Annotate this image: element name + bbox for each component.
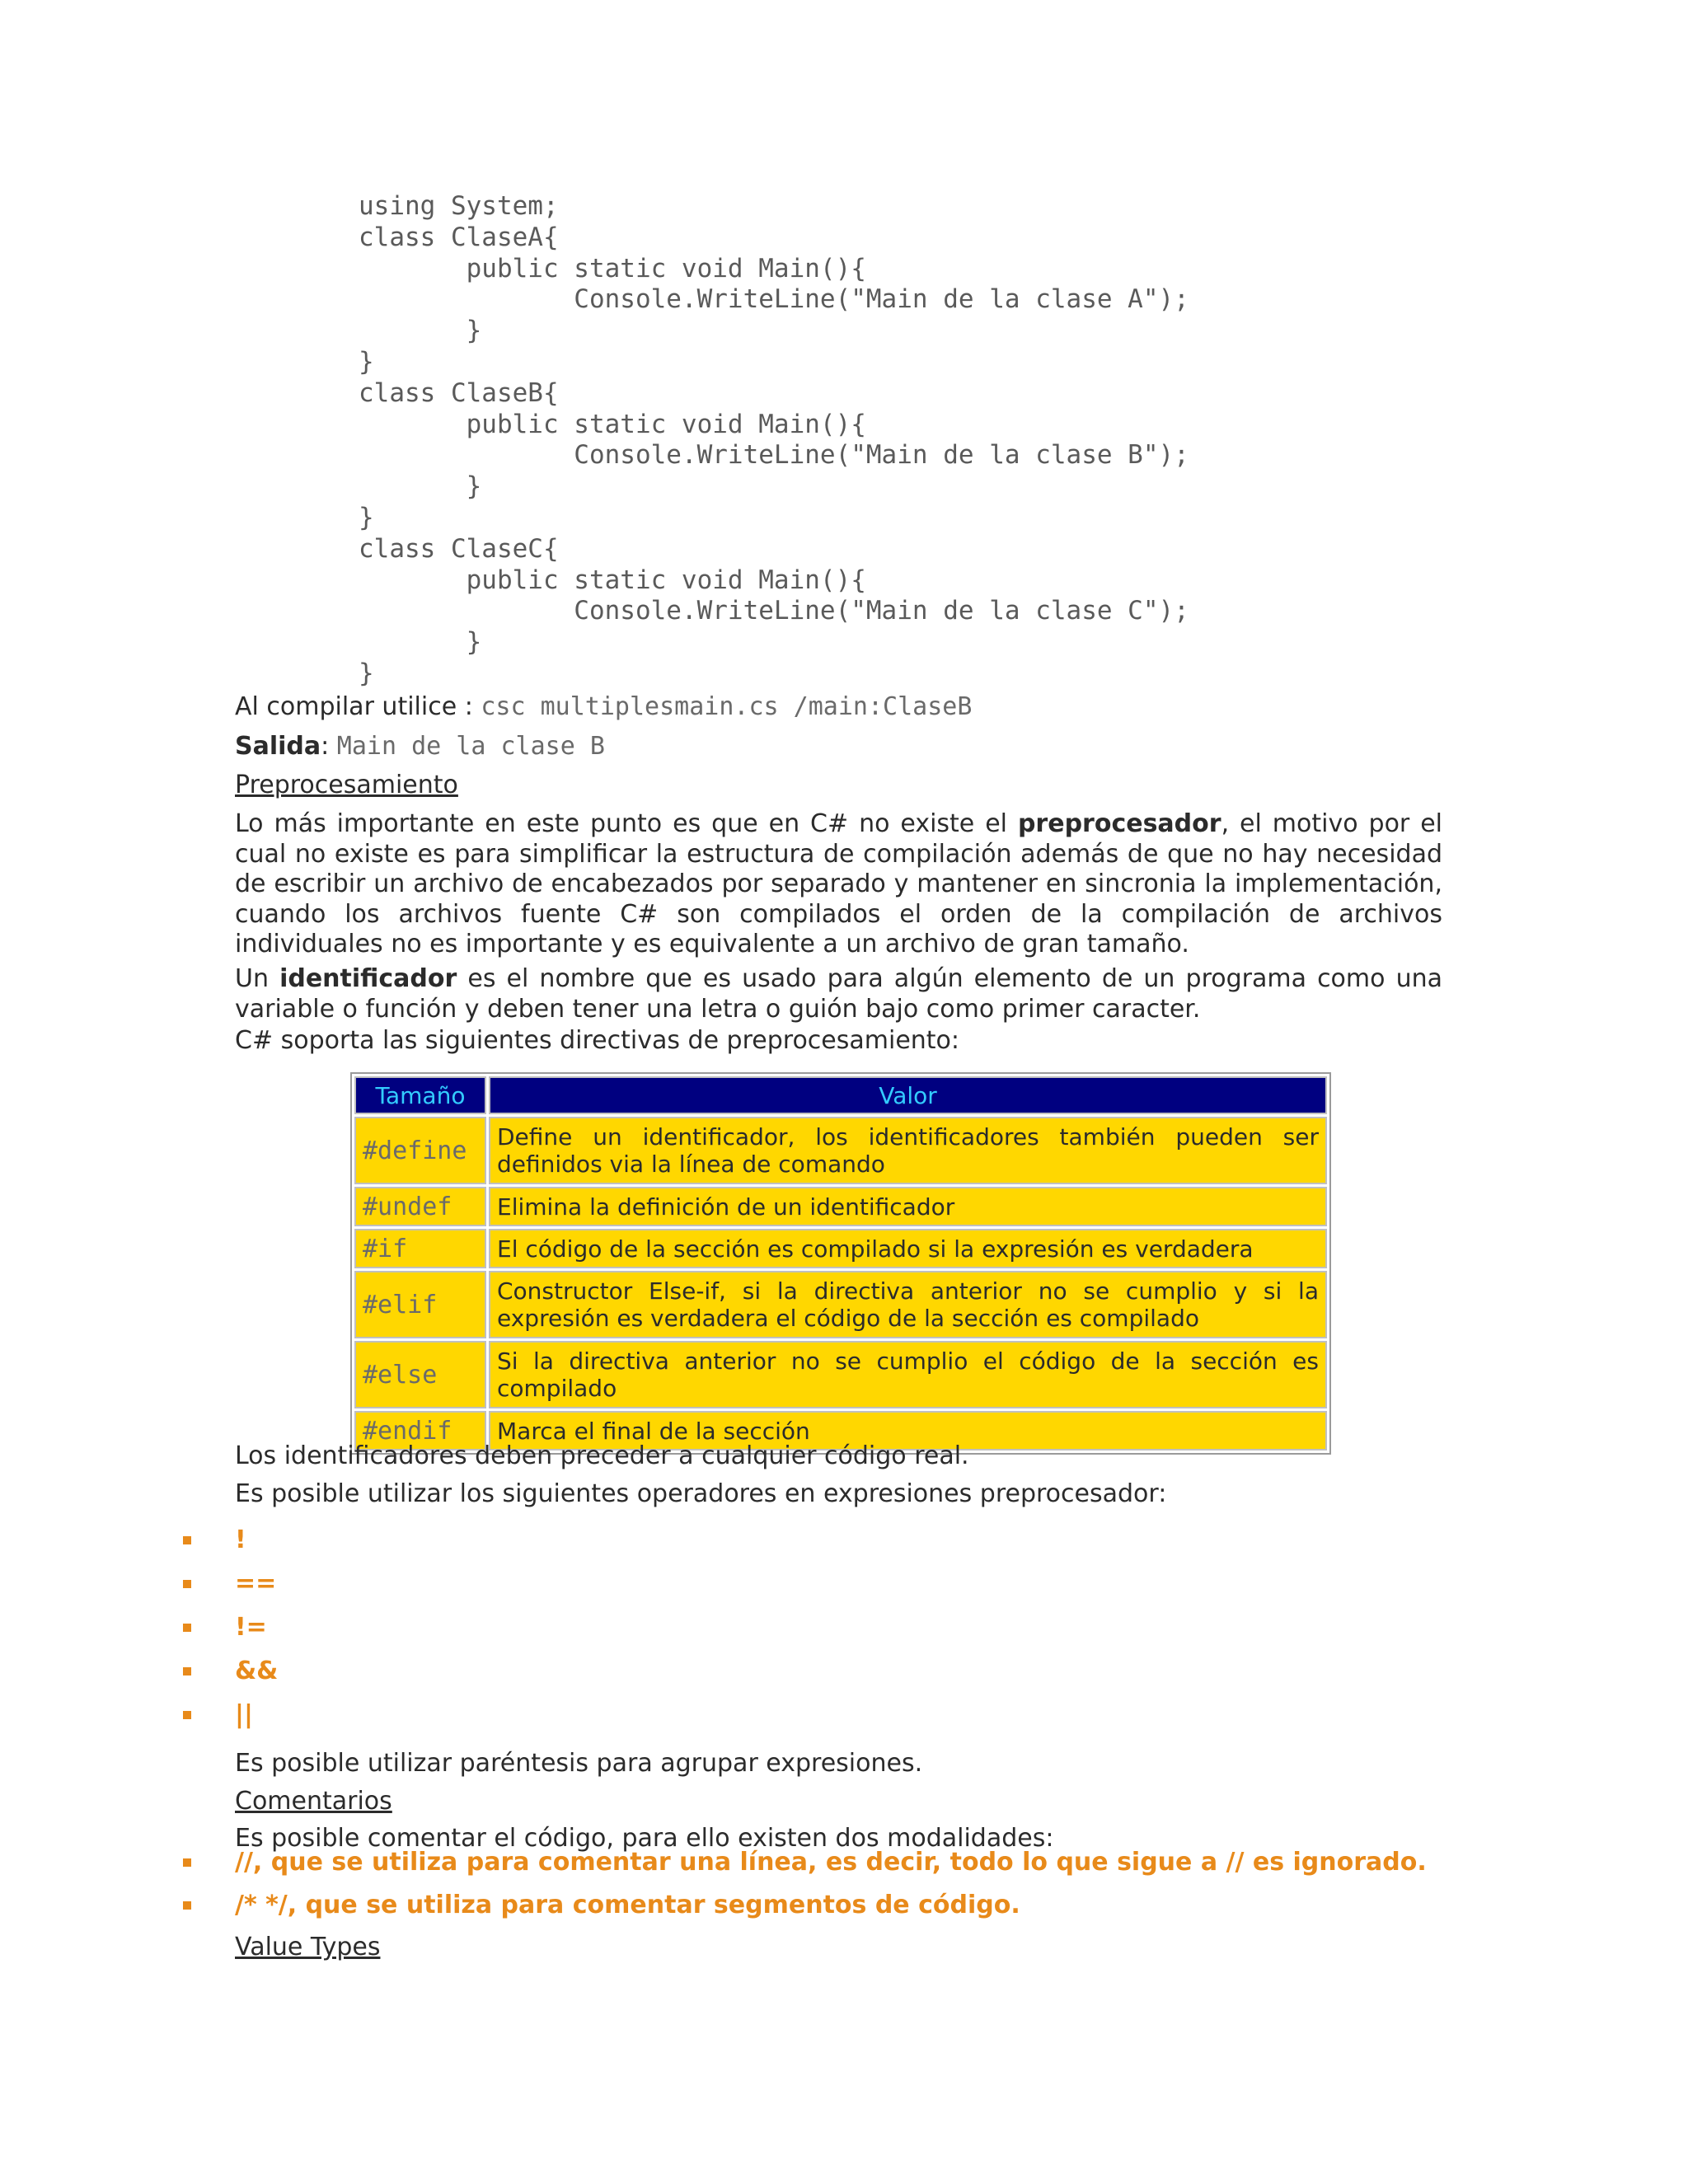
table-row	[354, 1187, 1327, 1226]
paragraph-preprocesador-start: Lo más importante en este punto es que en C# no existe el	[235, 809, 1018, 838]
directive-cell: #undef	[354, 1187, 486, 1226]
output-line	[235, 732, 605, 762]
bullet-icon	[183, 1536, 191, 1544]
directive-cell: #elif	[354, 1271, 486, 1338]
paragraph-identificador-start: Un	[235, 964, 280, 993]
table-header-row	[354, 1076, 1327, 1114]
header-valor: Valor	[489, 1076, 1327, 1114]
header-tamano: Tamaño	[354, 1076, 486, 1114]
description-cell: Marca el final de la sección	[489, 1411, 1327, 1451]
bullet-icon	[183, 1901, 191, 1910]
bullet-icon	[183, 1711, 191, 1719]
description-cell: Define un identificador, los identificadores también pueden ser definidos via la línea de comando	[489, 1117, 1327, 1184]
description-cell: Elimina la definición de un identificador	[489, 1187, 1327, 1226]
directive-cell: #else	[354, 1341, 486, 1408]
directives-intro: C# soporta las siguientes directivas de preprocesamiento:	[235, 1026, 960, 1055]
operator-item: !=	[235, 1613, 267, 1642]
table-row	[354, 1117, 1327, 1184]
description-cell: Si la directiva anterior no se cumplio el código de la sección es compilado	[489, 1341, 1327, 1408]
bullet-icon	[183, 1580, 191, 1588]
paragraph-preprocesador-end: , el motivo por el cual no existe es para simplificar la estructura de compilación además de que no hay necesidad de escribir un archivo de encabezados por separado y mantener en sincronia la implementación, cuando los archivos fuente C# son compilados el orden de la compilación de archivos individuales no es importante y es equivalente a un archivo de gran tamaño.	[235, 809, 1442, 958]
table-row	[354, 1271, 1327, 1338]
term-identificador: identificador	[279, 964, 457, 993]
directives-table	[350, 1072, 1331, 1455]
parentheses-note: Es posible utilizar paréntesis para agrupar expresiones.	[235, 1749, 923, 1778]
paragraph-preprocesador	[235, 809, 1442, 960]
compile-label: Al compilar utilice :	[235, 692, 481, 721]
compile-line	[235, 692, 972, 722]
heading-comentarios: Comentarios	[235, 1787, 392, 1816]
compile-command: csc multiplesmain.cs /main:ClaseB	[481, 692, 973, 721]
operator-item: ||	[235, 1700, 253, 1729]
operator-item: !	[235, 1526, 246, 1554]
directive-cell: #if	[354, 1229, 486, 1268]
code-block: using System; class ClaseA{ public static void Main(){ Console.WriteLine("Main de la clase A"); } } class ClaseB{ public static void Main(){ Console.WriteLine("Main de la clase B"); } } class ClaseC{ public static void Main(){ Console.WriteLine("Main de la clase C"); } }	[359, 191, 1189, 688]
operators-intro: Es posible utilizar los siguientes operadores en expresiones preprocesador:	[235, 1479, 1167, 1508]
description-cell: El código de la sección es compilado si la expresión es verdadera	[489, 1229, 1327, 1268]
bullet-icon	[183, 1667, 191, 1675]
heading-value-types: Value Types	[235, 1933, 381, 1961]
term-preprocesador: preprocesador	[1017, 809, 1221, 838]
identifiers-note: Los identificadores deben preceder a cualquier código real.	[235, 1441, 969, 1470]
directive-cell: #endif	[354, 1411, 486, 1451]
output-label: Salida	[235, 732, 321, 761]
table-row	[354, 1229, 1327, 1268]
comment-mode-item: /* */, que se utiliza para comentar segmentos de código.	[235, 1891, 1020, 1919]
output-value: Main de la clase B	[336, 732, 605, 761]
directive-cell: #define	[354, 1117, 486, 1184]
bullet-icon	[183, 1624, 191, 1632]
paragraph-identificador	[235, 964, 1442, 1024]
operator-item: &&	[235, 1657, 279, 1685]
comments-intro: Es posible comentar el código, para ello existen dos modalidades:	[235, 1824, 1054, 1853]
heading-preprocesamiento: Preprocesamiento	[235, 771, 458, 799]
operator-item: ==	[235, 1569, 277, 1598]
comment-mode-item: //, que se utiliza para comentar una línea, es decir, todo lo que sigue a // es ignorado.	[235, 1848, 1427, 1877]
table-row	[354, 1341, 1327, 1408]
output-separator: :	[321, 732, 337, 761]
description-cell: Constructor Else-if, si la directiva anterior no se cumplio y si la expresión es verdadera el código de la sección es compilado	[489, 1271, 1327, 1338]
bullet-icon	[183, 1858, 191, 1867]
paragraph-identificador-end: es el nombre que es usado para algún elemento de un programa como una variable o función y deben tener una letra o guión bajo como primer caracter.	[235, 964, 1442, 1024]
